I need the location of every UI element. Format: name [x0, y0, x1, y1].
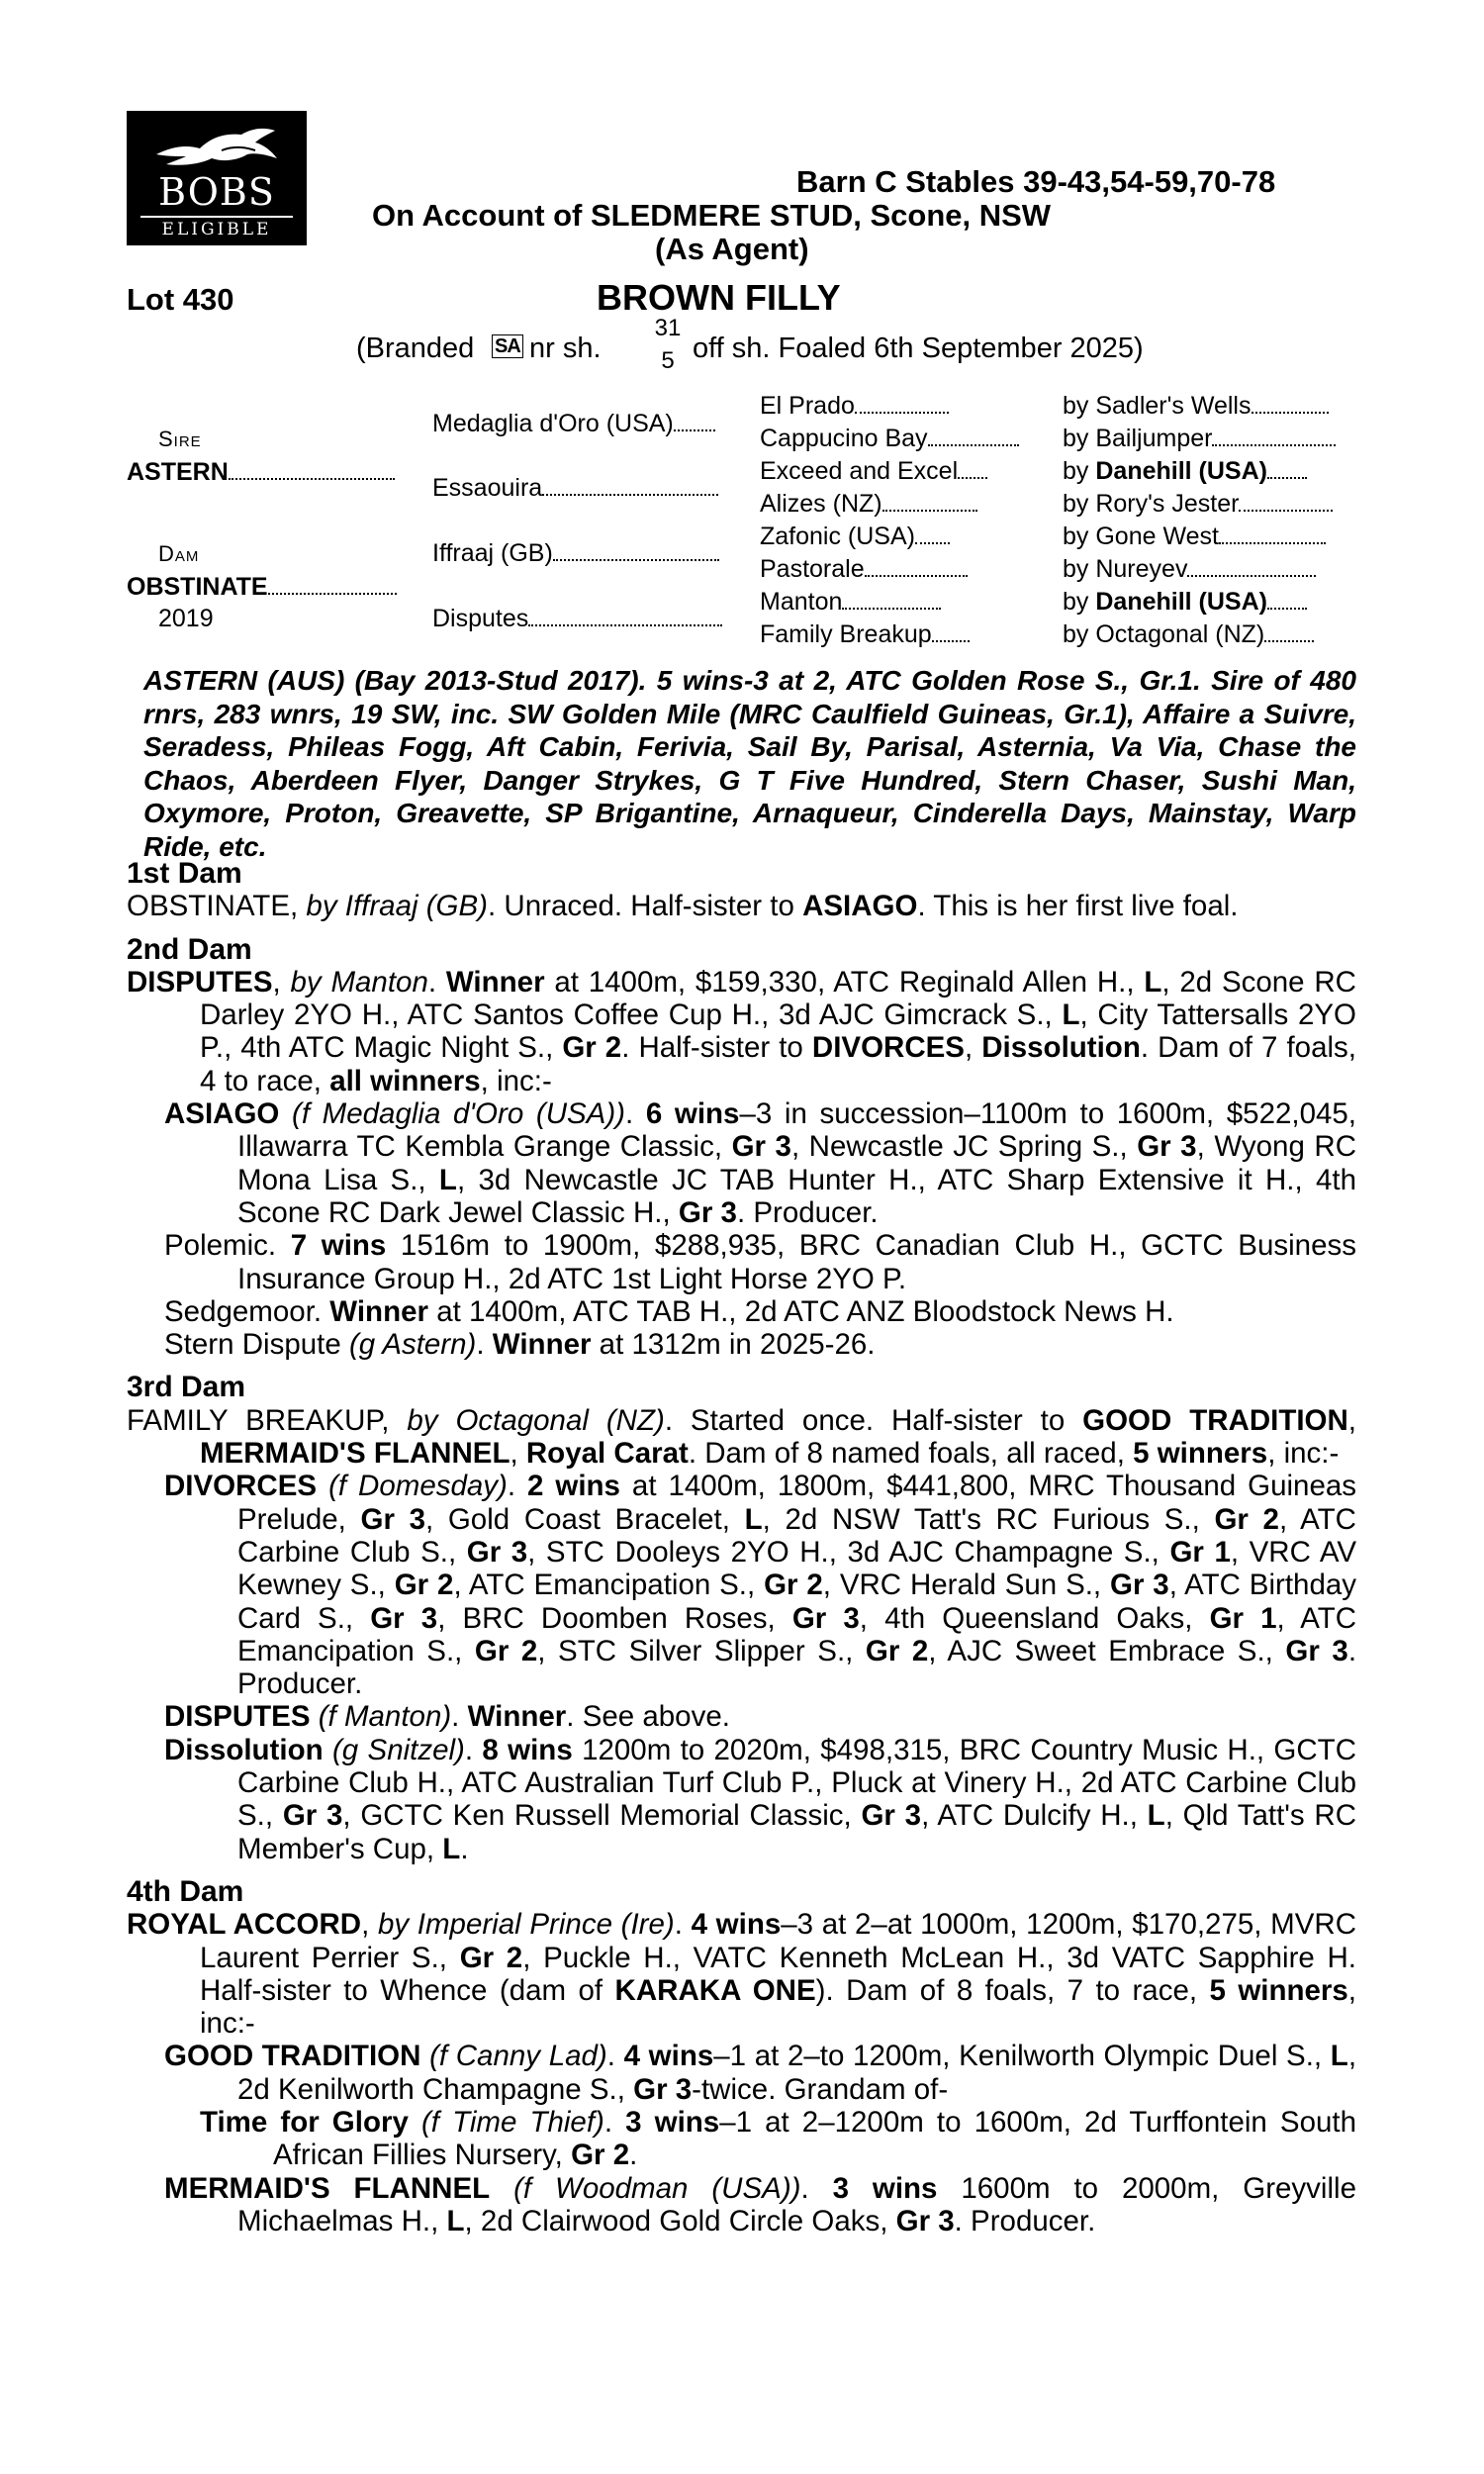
text-run: , 2d Clairwood Gold Circle Oaks,: [464, 2204, 896, 2237]
text-run: .: [460, 1832, 469, 1865]
great-grandparent-name: Zafonic (USA): [760, 523, 915, 550]
text-run: Gr 3: [360, 1502, 426, 1536]
text-run: -twice. Grandam of-: [692, 2072, 949, 2106]
text-run: Gr 3: [370, 1601, 438, 1635]
text-run: , 2d Kenilworth Champagne S.,: [237, 2040, 1357, 2106]
third-dam-foal-1: [127, 1470, 1356, 1700]
text-run: 1516m to 1900m, $288,935, BRC Canadian Club H., GCTC Business Insurance Group H., 2d ATC 1st Light Horse 2YO P.: [237, 1229, 1356, 1295]
text-run: .: [800, 2171, 833, 2205]
great-grandparent-sire-name: by Nureyev: [1063, 555, 1188, 583]
text-run: , AJC Sweet Embrace S.,: [928, 1634, 1286, 1667]
text-run: (f Manton): [318, 1700, 452, 1734]
text-run: Sedgemoor.: [164, 1294, 330, 1328]
text-run: , Qld Tatt's RC Member's Cup,: [237, 1799, 1357, 1865]
text-run: KARAKA ONE: [614, 1973, 816, 2007]
t: ASIAGO: [802, 890, 918, 923]
great-grandparent: [760, 523, 950, 551]
text-run: at 1312m in 2025-26.: [591, 1328, 876, 1362]
text-run: , STC Dooleys 2YO H., 3d AJC Champagne S.,: [527, 1535, 1170, 1569]
great-grandparent-sire: [1063, 620, 1314, 649]
text-run: , Puckle H., VATC Kenneth McLean H., 3d VATC Sapphire H. Half-sister to Whence (dam of: [200, 1941, 1356, 2007]
text-run: 5 winners: [1209, 1973, 1348, 2007]
great-grandparent: [760, 457, 987, 486]
text-run: Winner: [329, 1294, 428, 1328]
text-run: , VRC Herald Sun S.,: [822, 1569, 1110, 1602]
text-run: 1600m to 2000m, Greyville Michaelmas H.,: [237, 2171, 1356, 2237]
text-run: (f Canny Lad): [429, 2040, 607, 2073]
agent-info: (As Agent): [655, 232, 809, 266]
text-run: L: [1062, 999, 1080, 1032]
text-run: .: [606, 2040, 624, 2073]
second-dam-heading: 2nd Dam: [127, 932, 252, 966]
great-grandparent-name: Family Breakup: [760, 620, 932, 648]
great-grandparent-sire-name: by Sadler's Wells: [1063, 392, 1252, 420]
text-run: , ATC Emancipation S.,: [453, 1569, 765, 1602]
text-run: Gr 3: [633, 2072, 693, 2106]
grand-name: Iffraaj (GB): [432, 539, 553, 567]
second-dam-foal-2: [127, 1229, 1356, 1295]
text-run: FAMILY BREAKUP,: [127, 1403, 408, 1437]
grand-name: Essaouira: [432, 474, 543, 502]
t: by Iffraaj (GB): [306, 890, 489, 923]
text-run: , 3d Newcastle JC TAB Hunter H., ATC Sharp Extensive it H., 4th Scone RC Dark Jewel Classic H.,: [237, 1163, 1356, 1229]
great-grandparent-sire-name: by Bailjumper: [1063, 425, 1213, 452]
text-run: by Imperial Prince (Ire): [377, 1908, 675, 1942]
account-info: On Account of SLEDMERE STUD, Scone, NSW: [372, 198, 1052, 233]
text-run: Royal Carat: [525, 1437, 689, 1471]
granddam-paternal: [432, 474, 718, 503]
text-run: . Producer.: [237, 1634, 1357, 1701]
great-grandparent-sire: [1063, 588, 1307, 617]
text-run: , Newcastle JC Spring S.,: [790, 1130, 1138, 1164]
text-run: , 4th Queensland Oaks,: [859, 1601, 1210, 1635]
text-run: MERMAID'S FLANNEL: [200, 1437, 510, 1471]
text-run: .: [674, 1908, 692, 1942]
fourth-dam-foal-1: [127, 2040, 1356, 2106]
great-grandparent-sire-name: by Danehill (USA): [1063, 588, 1267, 616]
text-run: L: [1147, 1799, 1165, 1833]
text-run: L: [744, 1502, 763, 1536]
text-run: 1200m to 2020m, $498,315, BRC Country Music H., GCTC Carbine Club H., ATC Australian Turf Club P., Pluck at Vinery H., 2d ATC Carbine Club S.,: [237, 1733, 1357, 1833]
text-run: L: [442, 1832, 461, 1865]
fourth-dam-heading: 4th Dam: [127, 1874, 244, 1908]
brand-fraction-num: 31: [654, 315, 682, 341]
third-dam-text: [127, 1404, 1356, 1471]
text-run: .: [427, 965, 446, 999]
great-grandparent-name: Manton: [760, 588, 843, 616]
grand-name: Disputes: [432, 605, 529, 632]
great-grandparent: [760, 620, 970, 649]
text-run: . Started once. Half-sister to: [664, 1403, 1083, 1437]
text-run: .: [464, 1733, 483, 1766]
text-run: Dissolution: [981, 1031, 1141, 1065]
brand-fraction-den: 5: [661, 347, 675, 374]
text-run: Polemic.: [164, 1229, 291, 1263]
text-run: Gr 3: [731, 1130, 791, 1164]
text-run: Gr 3: [1285, 1634, 1348, 1667]
sire-name: [127, 458, 395, 487]
text-run: .: [476, 1328, 493, 1362]
text-run: [409, 2106, 421, 2139]
text-run: , Gold Coast Bracelet,: [425, 1502, 745, 1536]
text-run: all winners: [329, 1064, 481, 1097]
text-run: Gr 3: [1110, 1569, 1169, 1602]
text-run: Gr 3: [282, 1799, 343, 1833]
text-run: 6 wins: [645, 1097, 740, 1131]
text-run: Time for Glory: [200, 2105, 409, 2139]
text-run: . Producer.: [954, 2204, 1096, 2237]
great-grandparent-sire: [1063, 555, 1316, 584]
text-run: Gr 2: [394, 1569, 454, 1602]
great-grandparent: [760, 555, 968, 584]
bobs-eligible-logo: [127, 111, 307, 245]
text-run: .: [451, 1700, 468, 1734]
text-run: . Dam of 7 foals, 4 to race,: [200, 1031, 1356, 1097]
text-run: ,: [1347, 1403, 1356, 1437]
text-run: [490, 2172, 513, 2205]
text-run: . Producer.: [736, 1195, 879, 1229]
text-run: 2 wins: [527, 1470, 620, 1503]
text-run: 5 winners: [1133, 1437, 1268, 1471]
second-dam-foal-3: [127, 1295, 1356, 1328]
text-run: , ATC Emancipation S.,: [237, 1601, 1357, 1667]
text-run: Gr 2: [474, 1634, 538, 1667]
text-run: L: [446, 2204, 465, 2237]
dam-name: [127, 573, 397, 602]
third-dam-foal-2: [127, 1700, 1356, 1733]
text-run: , inc:-: [200, 1973, 1356, 2041]
sire-description: ASTERN (AUS) (Bay 2013-Stud 2017). 5 wins-3 at 2, ATC Golden Rose S., Gr.1. Sire of 480 rnrs, 283 wnrs, 19 SW, inc. SW Golden Mile (MRC Caulfield Guineas, Gr.1), Affaire a Suivre, Seradess, Phileas Fogg, Aft Cabin, Ferivia, Sail By, Parisal, Asternia, Va Via, Chase the Chaos, Aberdeen Flyer, Danger Strykes, G T Five Hundred, Stern Chaser, Sushi Man, Oxymore, Proton, Greavette, SP Brigantine, Arnaqueur, Cinderella Days, Mainstay, Warp Ride, etc.: [143, 665, 1356, 862]
text-run: (f Domesday): [328, 1470, 508, 1503]
text-run: GOOD TRADITION: [1082, 1403, 1348, 1437]
text-run: , VRC AV Kewney S.,: [237, 1535, 1357, 1602]
text-run: [420, 2040, 429, 2072]
text-run: . See above.: [566, 1700, 730, 1734]
text-run: (g Astern): [348, 1328, 477, 1362]
t: . Unraced. Half-sister to: [488, 890, 803, 923]
text-run: .: [603, 2105, 626, 2139]
fourth-dam-grandfoal-1: [127, 2106, 1356, 2172]
text-run: L: [1330, 2040, 1348, 2073]
first-dam-text: [127, 890, 1356, 922]
text-run: , 2d NSW Tatt's RC Furious S.,: [762, 1502, 1215, 1536]
text-run: Gr 3: [861, 1799, 922, 1833]
sire-value: ASTERN: [127, 458, 229, 486]
text-run: [324, 1734, 332, 1766]
great-grandparent-sire: [1063, 392, 1329, 421]
second-dam-foal-1: [127, 1097, 1356, 1229]
text-run: Gr 2: [562, 1031, 622, 1065]
sire-label: Sire: [158, 427, 202, 451]
text-run: [279, 1097, 292, 1130]
text-run: GOOD TRADITION: [164, 2040, 421, 2073]
third-dam-heading: 3rd Dam: [127, 1371, 246, 1404]
t: OBSTINATE,: [127, 890, 307, 923]
text-run: ,: [361, 1908, 378, 1942]
dam-label: Dam: [158, 541, 200, 566]
text-run: .: [625, 1097, 646, 1131]
lot-number: Lot 430: [127, 282, 234, 317]
logo-text: BOBS: [158, 170, 275, 214]
text-run: Gr 3: [1137, 1130, 1197, 1164]
text-run: –1 at 2–1200m to 1600m, 2d Turffontein South African Fillies Nursery,: [273, 2105, 1356, 2172]
text-run: . Dam of 8 named foals, all raced,: [688, 1437, 1134, 1471]
great-grandparent: [760, 490, 977, 519]
text-run: DISPUTES: [164, 1700, 311, 1734]
text-run: –1 at 2–to 1200m, Kenilworth Olympic Duel S.,: [713, 2040, 1331, 2073]
text-run: Gr 2: [571, 2139, 630, 2172]
text-run: 8 wins: [482, 1733, 573, 1766]
text-run: , ATC Dulcify H.,: [921, 1799, 1148, 1833]
text-run: . Half-sister to: [621, 1031, 812, 1065]
great-grandparent-sire-name: by Octagonal (NZ): [1063, 620, 1265, 648]
text-run: .: [507, 1470, 528, 1503]
text-run: , Wyong RC Mona Lisa S.,: [237, 1130, 1356, 1196]
text-run: , 2d Scone RC Darley 2YO H., ATC Santos Coffee Cup H., 3d AJC Gimcrack S.,: [200, 965, 1356, 1032]
text-run: , ATC Carbine Club S.,: [237, 1502, 1356, 1569]
great-grandparent: [760, 392, 949, 421]
text-run: DISPUTES: [127, 965, 273, 999]
text-run: Winner: [445, 965, 545, 999]
grand-name: Medaglia d'Oro (USA): [432, 410, 674, 437]
t: . This is her first live foal.: [917, 890, 1239, 923]
text-run: L: [438, 1163, 457, 1196]
great-grandparent-sire-name: by Gone West: [1063, 523, 1219, 550]
text-run: [311, 1700, 319, 1733]
text-run: ,: [272, 965, 291, 999]
foaled-info: off sh. Foaled 6th September 2025): [693, 333, 1144, 364]
great-grandparent-sire: [1063, 523, 1326, 551]
text-run: –3 at 2–at 1000m, 1200m, $170,275, MVRC Laurent Perrier S.,: [200, 1908, 1356, 1974]
fourth-dam-foal-2: [127, 2172, 1356, 2238]
great-grandparent: [760, 425, 1019, 453]
great-grandparent-name: Alizes (NZ): [760, 490, 882, 518]
text-run: , GCTC Ken Russell Memorial Classic,: [342, 1799, 862, 1833]
granddam-maternal: [432, 605, 722, 633]
text-run: (f Medaglia d'Oro (USA)): [292, 1097, 625, 1131]
text-run: 7 wins: [290, 1229, 387, 1263]
text-run: ). Dam of 8 foals, 7 to race,: [815, 1973, 1210, 2007]
text-run: DIVORCES: [811, 1031, 965, 1065]
great-grandparent-name: El Prado: [760, 392, 855, 420]
text-run: Gr 2: [865, 1634, 929, 1667]
text-run: (f Woodman (USA)): [513, 2171, 801, 2205]
text-run: Gr 2: [764, 1569, 823, 1602]
text-run: at 1400m, ATC TAB H., 2d ATC ANZ Bloodstock News H.: [428, 1294, 1174, 1328]
dam-year: 2019: [158, 605, 214, 632]
great-grandparent-sire: [1063, 490, 1333, 519]
second-dam-foal-4: [127, 1328, 1356, 1361]
text-run: by Octagonal (NZ): [407, 1403, 665, 1437]
second-dam-text: [127, 966, 1356, 1097]
logo-subtext: ELIGIBLE: [140, 216, 293, 239]
text-run: , inc:-: [480, 1064, 552, 1097]
dam-value: OBSTINATE: [127, 573, 268, 601]
text-run: Gr 2: [1214, 1502, 1279, 1536]
text-run: ASIAGO: [164, 1097, 280, 1131]
text-run: L: [1144, 965, 1162, 999]
text-run: 4 wins: [691, 1908, 782, 1942]
text-run: 3 wins: [832, 2171, 938, 2205]
text-run: DIVORCES: [164, 1470, 318, 1503]
text-run: Gr 1: [1209, 1601, 1277, 1635]
text-run: –3 in succession–1100m to 1600m, $522,045, Illawarra TC Kembla Grange Classic,: [237, 1097, 1356, 1164]
text-run: MERMAID'S FLANNEL: [164, 2171, 491, 2205]
text-run: Gr 3: [678, 1195, 737, 1229]
great-grandparent-name: Cappucino Bay: [760, 425, 928, 452]
text-run: .: [629, 2139, 638, 2172]
text-run: ,: [964, 1031, 982, 1065]
text-run: Gr 2: [459, 1941, 523, 1974]
great-grandparent: [760, 588, 941, 617]
text-run: 3 wins: [625, 2105, 720, 2139]
text-run: , STC Silver Slipper S.,: [537, 1634, 866, 1667]
text-run: , inc:-: [1267, 1437, 1340, 1471]
text-run: Gr 1: [1169, 1535, 1231, 1569]
text-run: Gr 3: [466, 1535, 528, 1569]
text-run: Stern Dispute: [164, 1328, 349, 1362]
first-dam-heading: 1st Dam: [127, 857, 242, 890]
text-run: Gr 3: [791, 1601, 860, 1635]
text-run: (f Time Thief): [420, 2105, 604, 2139]
great-grandparent-sire: [1063, 457, 1307, 486]
text-run: (g Snitzel): [331, 1733, 465, 1766]
text-run: , ATC Birthday Card S.,: [237, 1569, 1357, 1635]
text-run: at 1400m, $159,330, ATC Reginald Allen H.,: [544, 965, 1145, 999]
grandsire-maternal: [432, 539, 719, 568]
brand-mark: SA: [492, 334, 523, 358]
text-run: ,: [510, 1437, 526, 1471]
great-grandparent-sire-name: by Danehill (USA): [1063, 457, 1267, 485]
great-grandparent-name: Pastorale: [760, 555, 865, 583]
text-run: ROYAL ACCORD: [127, 1908, 362, 1942]
family-section: [127, 857, 1356, 2237]
fourth-dam-text: [127, 1908, 1356, 2040]
great-grandparent-sire-name: by Rory's Jester: [1063, 490, 1240, 518]
text-run: , City Tattersalls 2YO P., 4th ATC Magic Night S.,: [200, 999, 1356, 1065]
horse-icon: [152, 125, 283, 172]
page-title: BROWN FILLY: [597, 277, 841, 318]
text-run: Dissolution: [164, 1733, 324, 1766]
text-run: Winner: [467, 1700, 567, 1734]
text-run: , BRC Doomben Roses,: [437, 1601, 792, 1635]
great-grandparent-sire: [1063, 425, 1336, 453]
text-run: at 1400m, 1800m, $441,800, MRC Thousand Guineas Prelude,: [237, 1470, 1357, 1536]
barn-info: Barn C Stables 39-43,54-59,70-78: [796, 164, 1276, 199]
text-run: Winner: [492, 1328, 592, 1362]
third-dam-foal-3: [127, 1734, 1356, 1865]
brand-prefix: (Branded: [356, 333, 475, 364]
text-run: Gr 3: [895, 2204, 955, 2237]
great-grandparent-name: Exceed and Excel: [760, 457, 959, 485]
text-run: 4 wins: [623, 2040, 714, 2073]
text-run: [317, 1470, 328, 1502]
grandsire-paternal: [432, 410, 715, 438]
brand-position: nr sh.: [529, 333, 602, 364]
text-run: by Manton: [290, 965, 428, 999]
